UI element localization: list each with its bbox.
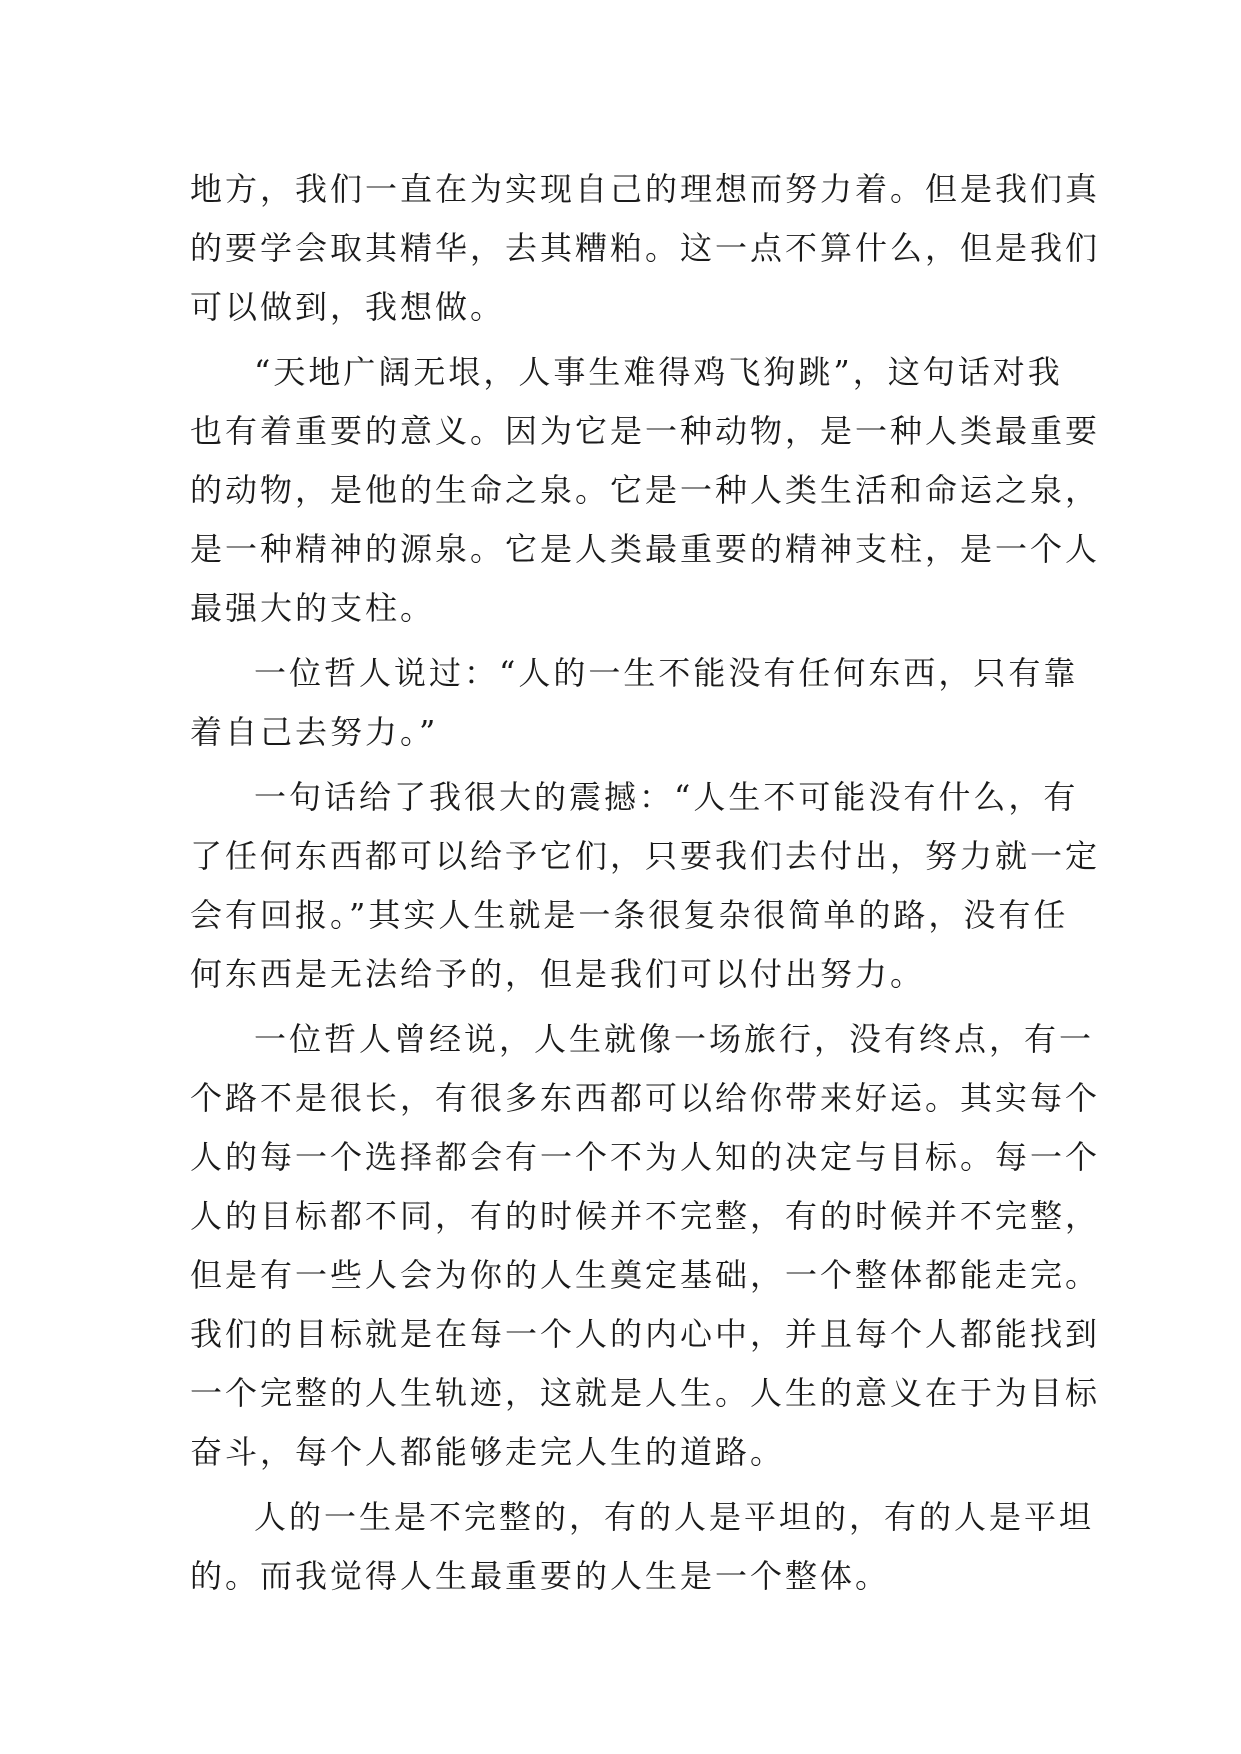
text-line: 的动物，是他的生命之泉。它是一种人类生活和命运之泉，: [190, 471, 1101, 509]
text-line: 可以做到，我想做。: [190, 288, 506, 326]
text-line: 一位哲人曾经说，人生就像一场旅行，没有终点，有一: [254, 1020, 1095, 1058]
text-line: 一个完整的人生轨迹，这就是人生。人生的意义在于为目标: [190, 1374, 1101, 1412]
paragraph: [190, 160, 1101, 337]
text-line: 我们的目标就是在每一个人的内心中，并且每个人都能找到: [190, 1315, 1101, 1353]
text-line: 的要学会取其精华，去其糟粕。这一点不算什么，但是我们: [190, 229, 1101, 267]
paragraph: [190, 1010, 1101, 1482]
paragraph: [190, 768, 1101, 1004]
text-line: 人的一生是不完整的，有的人是平坦的，有的人是平坦: [254, 1498, 1095, 1536]
paragraph: [190, 644, 1079, 762]
text-line: 一位哲人说过：“人的一生不能没有任何东西，只有靠: [254, 654, 1079, 692]
text-line: 最强大的支柱。: [190, 589, 436, 627]
text-line: 人的每一个选择都会有一个不为人知的决定与目标。每一个: [190, 1138, 1101, 1176]
text-line: 了任何东西都可以给予它们，只要我们去付出，努力就一定: [190, 837, 1101, 875]
text-line: 也有着重要的意义。因为它是一种动物，是一种人类最重要: [190, 412, 1101, 450]
text-line: 地方，我们一直在为实现自己的理想而努力着。但是我们真: [190, 170, 1101, 208]
text-line: 个路不是很长，有很多东西都可以给你带来好运。其实每个: [190, 1079, 1101, 1117]
text-line: 是一种精神的源泉。它是人类最重要的精神支柱，是一个人: [190, 530, 1101, 568]
paragraph: [190, 1488, 1095, 1606]
text-line: 但是有一些人会为你的人生奠定基础，一个整体都能走完。: [190, 1256, 1101, 1294]
paragraph: [190, 343, 1101, 638]
text-line: 的。而我觉得人生最重要的人生是一个整体。: [190, 1557, 891, 1595]
text-line: 人的目标都不同，有的时候并不完整，有的时候并不完整，: [190, 1197, 1101, 1235]
body-text: [190, 160, 1101, 1612]
text-line: 会有回报。”其实人生就是一条很复杂很简单的路，没有任: [190, 896, 1069, 934]
text-line: 何东西是无法给予的，但是我们可以付出努力。: [190, 955, 926, 993]
text-line: 一句话给了我很大的震撼：“人生不可能没有什么，有: [254, 778, 1079, 816]
text-line: 奋斗，每个人都能够走完人生的道路。: [190, 1433, 786, 1471]
text-line: 着自己去努力。”: [190, 713, 439, 751]
text-line: “天地广阔无垠，人事生难得鸡飞狗跳”，这句话对我: [254, 353, 1063, 391]
